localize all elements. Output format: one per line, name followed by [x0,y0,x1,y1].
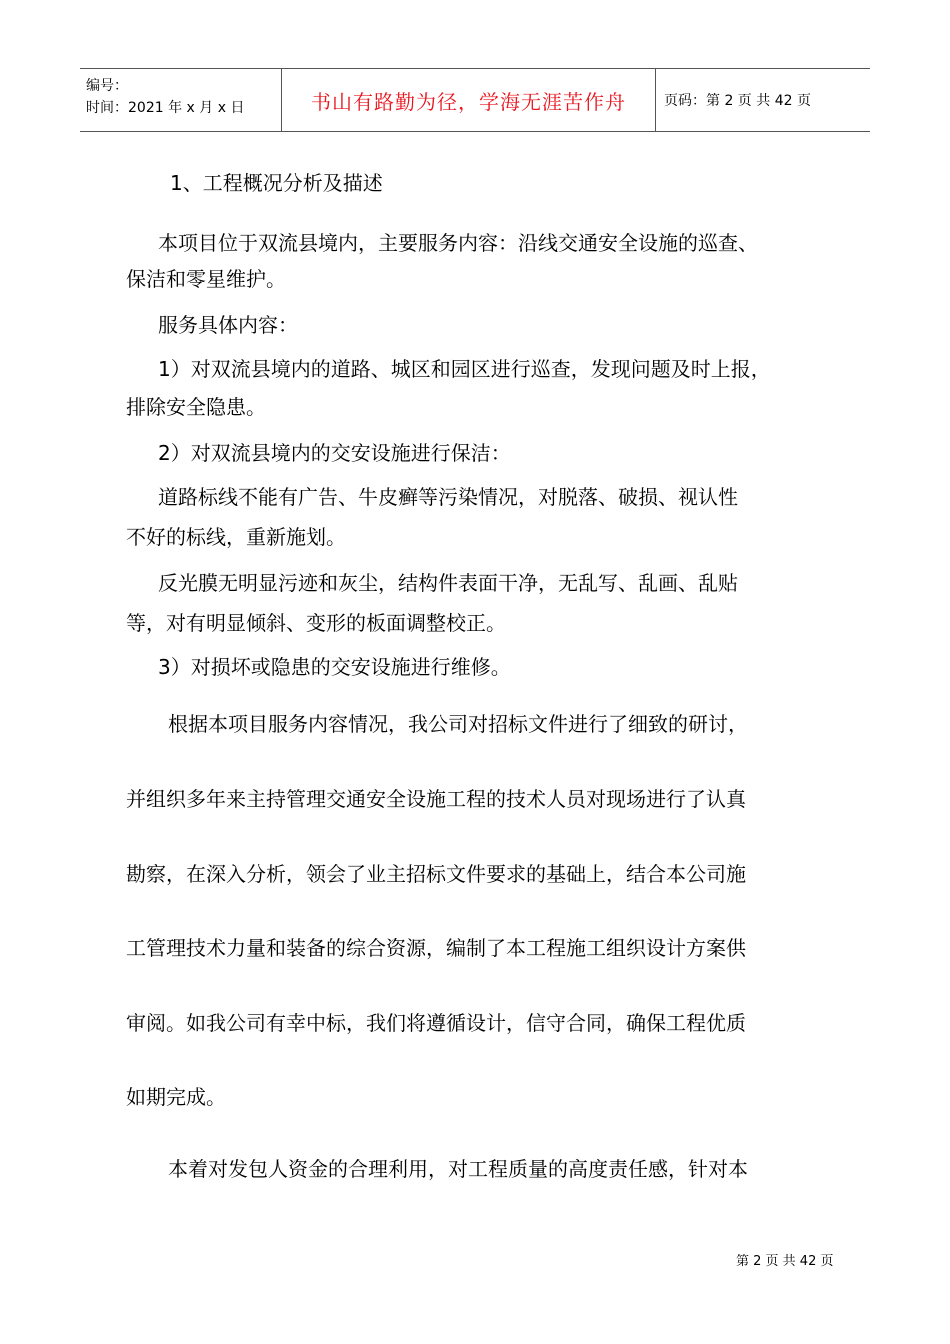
page-header [80,68,870,132]
header-page-info: 页码：第 2 页 共 42 页 [664,93,811,109]
body-line: 审阅。如我公司有幸中标，我们将遵循设计，信守合同，确保工程优质 [126,1011,746,1035]
body-line: 等，对有明显倾斜、变形的板面调整校正。 [126,611,506,635]
body-line: 反光膜无明显污迹和灰尘，结构件表面干净，无乱写、乱画、乱贴 [158,571,738,595]
header-number-label: 编号： [86,78,128,94]
body-line: 如期完成。 [126,1085,226,1109]
page-footer: 第 2 页 共 42 页 [736,1254,834,1269]
body-line: 排除安全隐患。 [126,395,266,419]
body-line: 3）对损坏或隐患的交安设施进行维修。 [158,655,511,679]
body-line: 不好的标线，重新施划。 [126,525,346,549]
body-line: 勘察，在深入分析，领会了业主招标文件要求的基础上，结合本公司施 [126,862,746,886]
header-motto: 书山有路勤为径，学海无涯苦作舟 [311,89,626,114]
body-line: 本着对发包人资金的合理利用，对工程质量的高度责任感，针对本 [168,1157,748,1181]
body-line: 根据本项目服务内容情况，我公司对招标文件进行了细致的研讨， [168,712,748,736]
section-heading: 1、工程概况分析及描述 [170,171,383,195]
header-divider [655,69,656,131]
body-line: 1）对双流县境内的道路、城区和园区进行巡查，发现问题及时上报， [158,357,771,381]
body-line: 服务具体内容： [158,313,298,337]
body-line: 并组织多年来主持管理交通安全设施工程的技术人员对现场进行了认真 [126,787,746,811]
body-line: 本项目位于双流县境内，主要服务内容：沿线交通安全设施的巡查、 [158,231,758,255]
header-meta [86,69,282,131]
body-line: 道路标线不能有广告、牛皮癣等污染情况，对脱落、破损、视认性 [158,485,738,509]
header-time-label: 时间：2021 年 x 月 x 日 [86,100,245,116]
body-line: 保洁和零星维护。 [126,267,286,291]
body-line: 工管理技术力量和装备的综合资源，编制了本工程施工组织设计方案供 [126,936,746,960]
body-line: 2）对双流县境内的交安设施进行保洁： [158,441,511,465]
